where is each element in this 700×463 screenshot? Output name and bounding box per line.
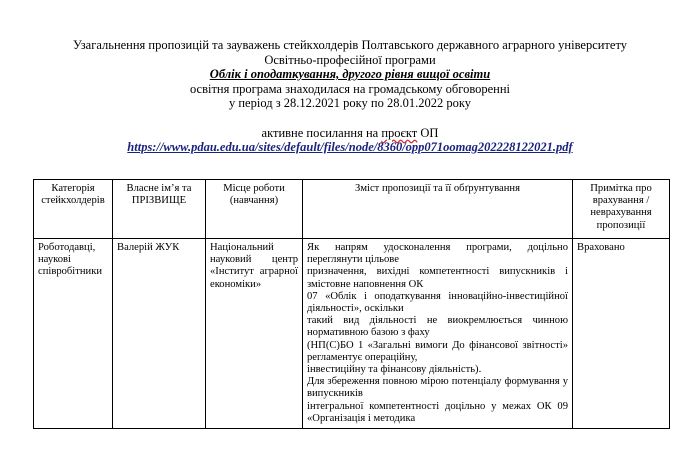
header-workplace: Місце роботи (навчання) [206, 180, 303, 239]
proposal-line: призначення, вихідні компетентності випускників і змістовне наповнення ОК [307, 266, 568, 290]
cell-name: Валерій ЖУК [113, 239, 206, 429]
cell-category: Роботодавці, наукові співробітники [34, 239, 113, 429]
proposal-line: такий вид діяльності не виокремлюється чинною нормативною базою з фаху [307, 315, 568, 339]
document-header [0, 38, 700, 155]
proposals-table [33, 179, 670, 429]
header-line-4: освітня програма знаходилася на громадському обговоренні [189, 81, 511, 96]
proposal-line: інтегральної компетентності доцільно у межах ОК 09 «Організація і методика [307, 400, 568, 424]
proposal-line: (НП(С)БО 1 «Загальні вимоги До фінансової звітності» регламентує операційну, [307, 339, 568, 363]
link-word: проєкт [381, 125, 418, 140]
proposal-line: інвестиційну та фінансову діяльність). [307, 364, 482, 376]
cell-workplace: Національний науковий центр «Інститут аграрної економіки» [206, 239, 303, 429]
link-prefix: активне посилання на [261, 125, 379, 140]
header-note: Примітка про врахування / неврахування пропозиції [573, 180, 670, 239]
proposal-line: 07 «Облік і оподаткування інноваційно-інвестиційної діяльності», оскільки [307, 290, 568, 315]
header-line-1: Узагальнення пропозицій та зауважень стейкхолдерів Полтавського державного аграрного університету [72, 38, 627, 52]
link-caption [0, 126, 700, 141]
table-header-row [34, 180, 670, 239]
table-row [34, 239, 670, 429]
proposal-line: Як напрям удосконалення програми, доцільно переглянути цільове [307, 242, 568, 266]
header-category: Категорія стейкхолдерів [34, 180, 113, 239]
program-title: Облік і оподаткування, другого рівня вищої освіти [209, 67, 491, 81]
link-suffix: ОП [420, 125, 439, 140]
header-line-2: Освітньо-професійної програми [264, 52, 436, 67]
proposal-line: Для збереження повною мірою потенціалу формування у випускників [307, 376, 568, 400]
program-url-link[interactable]: https://www.pdau.edu.ua/sites/default/files/node/8360/opp071oomag202228122021.pdf [127, 140, 573, 154]
header-line-5: у період з 28.12.2021 року по 28.01.2022 року [228, 96, 471, 110]
header-name: Власне ім’я та ПРІЗВИЩЕ [113, 180, 206, 239]
header-proposal: Зміст пропозиції та її обґрунтування [303, 180, 573, 239]
cell-note: Враховано [573, 239, 670, 429]
cell-proposal [303, 239, 573, 429]
